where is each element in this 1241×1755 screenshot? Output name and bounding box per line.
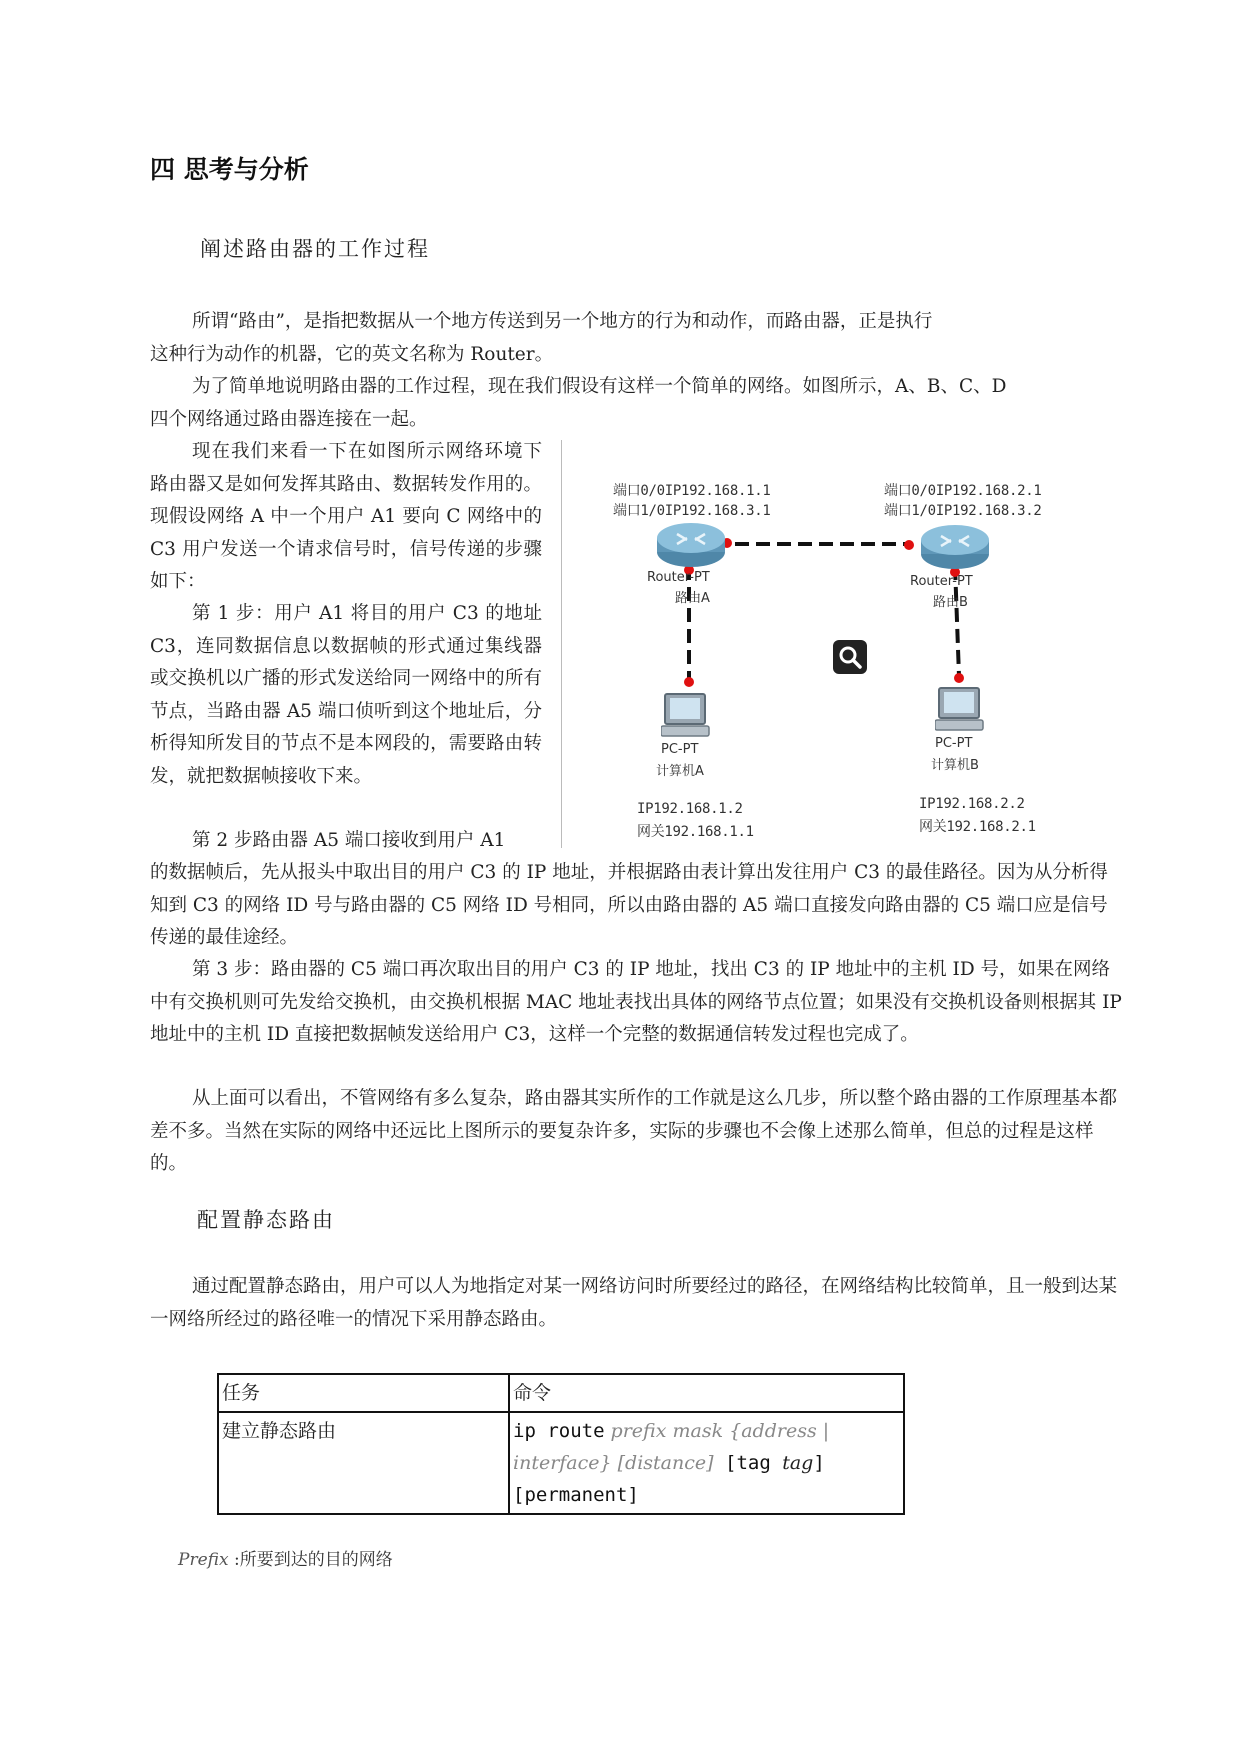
router-b-icon bbox=[919, 520, 995, 572]
router-a-port-1-label: 端口1/0IP192.168.3.1 bbox=[613, 503, 771, 519]
paragraph-8: 通过配置静态路由，用户可以人为地指定对某一网络访问时所要经过的路径，在网络结构比较简单，且一般到达某一网络所经过的路径唯一的情况下采用静态路由。 bbox=[150, 1276, 1118, 1330]
pc-b-name-label: 计算机B bbox=[931, 758, 979, 773]
footnote-text: :所要到达的目的网络 bbox=[233, 1550, 393, 1570]
paragraph-7: 从上面可以看出，不管网络有多么复杂，路由器其实所作的工作就是这么几步，所以整个路由器的工作原理基本都差不多。当然在实际的网络中还远比上图所示的要复杂许多，实际的步骤也不会像上述那么简单，但总的过程是这样的。 bbox=[150, 1088, 1118, 1174]
subtitle-static-route: 配置静态路由 bbox=[197, 1208, 335, 1232]
table-row bbox=[218, 1412, 904, 1514]
row-task: 建立静态路由 bbox=[218, 1412, 509, 1514]
cmd-ip-route: ip route bbox=[513, 1420, 605, 1442]
paragraph-1-line-1: 所谓“路由”，是指把数据从一个地方传送到另一个地方的行为和动作，而路由器，正是执行 bbox=[192, 311, 933, 332]
paragraph-3: 现在我们来看一下在如图所示网络环境下路由器又是如何发挥其路由、数据转发作用的。现假设网络 A 中一个用户 A1 要向 C 网络中的 C3 用户发送一个请求信号时，信号传递的步骤如下： bbox=[150, 441, 542, 592]
cmd-tag: [tag bbox=[713, 1452, 783, 1474]
router-b-type-label: Router-PT bbox=[910, 574, 973, 589]
router-a-port-0-label: 端口0/0IP192.168.1.1 bbox=[613, 483, 771, 499]
pc-b-type-label: PC-PT bbox=[935, 736, 973, 751]
cmd-args-1: prefix mask {address | bbox=[604, 1420, 830, 1442]
router-a-name-label: 路由A bbox=[675, 591, 710, 606]
header-task: 任务 bbox=[218, 1374, 509, 1412]
subtitle-router-process: 阐述路由器的工作过程 bbox=[200, 237, 430, 261]
link-dot-b-left bbox=[904, 540, 914, 550]
paragraph-2-line-2: 四个网络通过路由器连接在一起。 bbox=[150, 409, 428, 430]
footnote-term: Prefix bbox=[178, 1550, 229, 1570]
pc-a-icon bbox=[661, 692, 711, 740]
command-table bbox=[217, 1373, 905, 1515]
table-header-row bbox=[218, 1374, 904, 1412]
link-dot-pc-a bbox=[684, 677, 694, 687]
pc-a-ip-label: IP192.168.1.2 bbox=[637, 801, 743, 817]
cmd-args-2: interface} [distance] bbox=[513, 1452, 714, 1474]
router-a-icon bbox=[655, 518, 731, 570]
router-b-port-1-label: 端口1/0IP192.168.3.2 bbox=[884, 503, 1042, 519]
pc-a-type-label: PC-PT bbox=[661, 742, 699, 757]
paragraph-1-line-2: 这种行为动作的机器，它的英文名称为 Router。 bbox=[150, 344, 554, 365]
router-b-port-0-label: 端口0/0IP192.168.2.1 bbox=[884, 483, 1042, 499]
row-command bbox=[509, 1412, 904, 1514]
pc-b-ip-label: IP192.168.2.2 bbox=[919, 796, 1025, 812]
pc-a-name-label: 计算机A bbox=[656, 764, 704, 779]
figure-divider bbox=[561, 440, 562, 848]
header-command: 命令 bbox=[509, 1374, 904, 1412]
paragraph-5-step-2-rest: 的数据帧后，先从报头中取出目的用户 C3 的 IP 地址，并根据路由表计算出发往用户 C3 的最佳路径。因为从分析得知到 C3 的网络 ID 号与路由器的 C5 网络 ID 号相同，所以由路由器的 A5 端口直接发向路由器的 C5 端口应是信号传递的最佳途经。 bbox=[150, 862, 1108, 948]
cmd-permanent: [permanent] bbox=[513, 1484, 639, 1506]
cmd-tag-arg: tag bbox=[782, 1452, 814, 1474]
paragraph-4-step-1: 第 1 步：用户 A1 将目的用户 C3 的地址 C3，连同数据信息以数据帧的形式通过集线器或交换机以广播的形式发送给同一网络中的所有节点，当路由器 A5 端口侦听到这个地址后，分析得知所发目的节点不是本网段的，需要路由转发，就把数据帧接收下来。 bbox=[150, 603, 542, 787]
pc-b-icon bbox=[935, 686, 985, 734]
network-diagram bbox=[563, 440, 1123, 850]
zoom-icon[interactable] bbox=[833, 640, 867, 674]
footnote bbox=[178, 1545, 393, 1570]
section-title: 四 思考与分析 bbox=[150, 155, 309, 184]
router-a-type-label: Router-PT bbox=[647, 570, 710, 585]
cmd-tag-close: ] bbox=[813, 1452, 825, 1474]
pc-b-gateway-label: 网关192.168.2.1 bbox=[919, 819, 1036, 835]
paragraph-2-line-1: 为了简单地说明路由器的工作过程，现在我们假设有这样一个简单的网络。如图所示，A、B、C、D bbox=[192, 376, 1007, 397]
link-dot-pc-b bbox=[954, 673, 964, 683]
paragraph-5-step-2-line-1: 第 2 步路由器 A5 端口接收到用户 A1 bbox=[192, 830, 506, 851]
paragraph-6-step-3: 第 3 步：路由器的 C5 端口再次取出目的用户 C3 的 IP 地址，找出 C3 的 IP 地址中的主机 ID 号，如果在网络中有交换机则可先发给交换机，由交换机根据 MAC 地址表找出具体的网络节点位置；如果没有交换机设备则根据其 IP 地址中的主机 ID 直接把数据帧发送给用户 C3，这样一个完整的数据通信转发过程也完成了。 bbox=[150, 959, 1122, 1045]
router-b-name-label: 路由B bbox=[933, 595, 968, 610]
pc-a-gateway-label: 网关192.168.1.1 bbox=[637, 824, 754, 840]
